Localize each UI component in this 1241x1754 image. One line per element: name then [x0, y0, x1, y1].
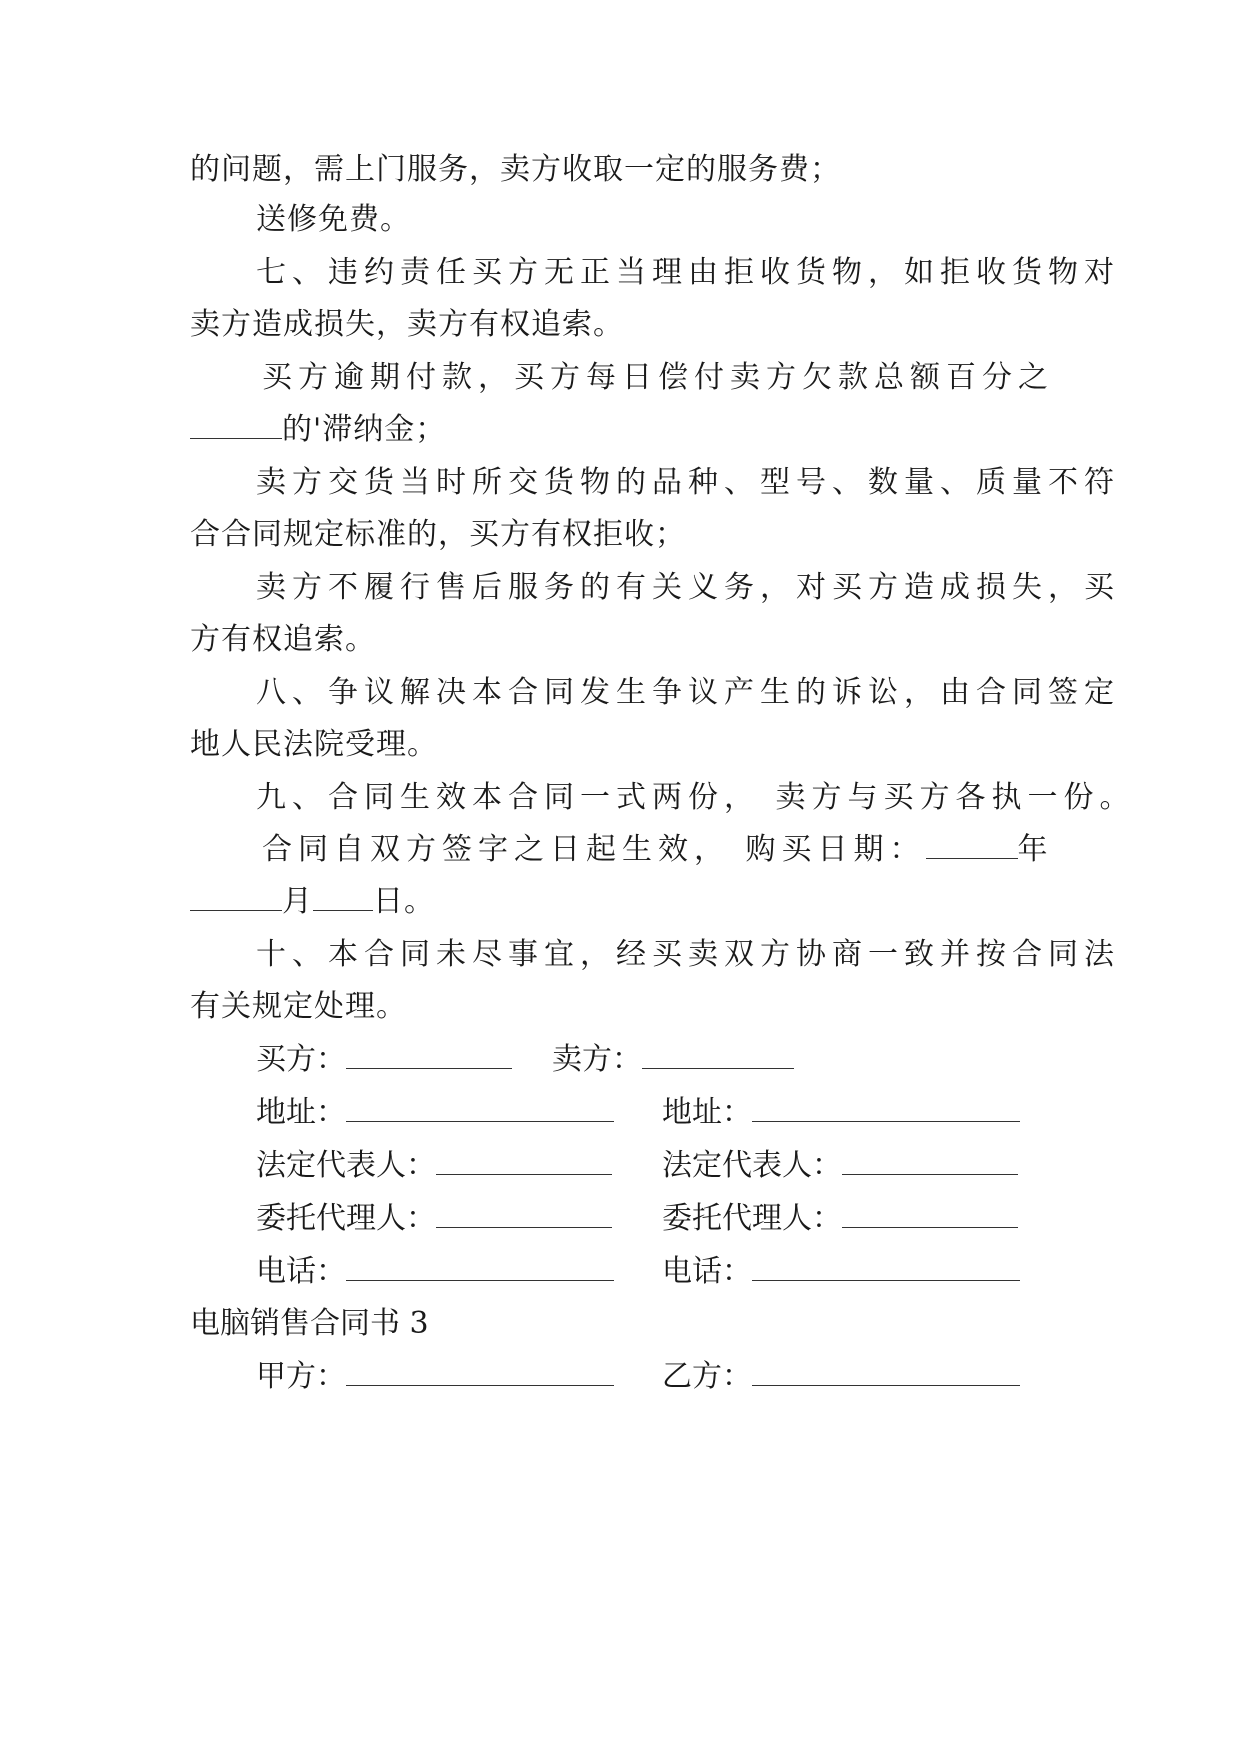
paragraph-line — [190, 882, 435, 922]
buyer-label: 买方： — [256, 1042, 346, 1077]
paragraph-line: 地人民法院受理。 — [190, 727, 438, 762]
phone-label: 电话： — [662, 1254, 752, 1289]
year-label: 年 — [1017, 832, 1054, 867]
paragraph-text: 的'滞纳金； — [282, 412, 447, 447]
seller-legal-rep-field — [662, 1146, 1018, 1186]
seller-agent-field — [662, 1199, 1018, 1239]
blank-underline — [346, 1097, 614, 1122]
blank-underline — [346, 1256, 614, 1281]
blank-underline — [842, 1150, 1018, 1175]
paragraph-line: 的问题，需上门服务，卖方收取一定的服务费； — [190, 152, 841, 187]
party-b-field — [662, 1357, 1020, 1397]
agent-label: 委托代理人： — [662, 1201, 842, 1236]
paragraph-line: 卖方不履行售后服务的有关义务，对买方造成损失，买 — [256, 570, 1120, 605]
section-title: 电脑销售合同书 3 — [190, 1306, 429, 1341]
paragraph-line: 有关规定处理。 — [190, 989, 407, 1024]
paragraph-line — [190, 410, 446, 450]
party-a-label: 甲方： — [256, 1359, 346, 1394]
blank-underline — [190, 414, 282, 439]
blank-underline — [436, 1150, 612, 1175]
seller-label: 卖方： — [552, 1042, 642, 1077]
legal-rep-label: 法定代表人： — [256, 1148, 436, 1183]
address-label: 地址： — [256, 1095, 346, 1130]
agent-label: 委托代理人： — [256, 1201, 436, 1236]
party-a-field — [256, 1357, 614, 1397]
blank-underline — [346, 1044, 512, 1069]
paragraph-line: 买方逾期付款，买方每日偿付卖方欠款总额百分之 — [262, 360, 1054, 395]
buyer-agent-field — [256, 1199, 612, 1239]
buyer-phone-field — [256, 1252, 614, 1292]
blank-underline — [752, 1256, 1020, 1281]
paragraph-line — [262, 830, 1054, 870]
seller-field — [552, 1040, 794, 1080]
blank-underline — [752, 1097, 1020, 1122]
blank-underline — [436, 1203, 612, 1228]
clause-9-heading: 九、合同生效本合同一式两份， 卖方与买方各执一份。 — [256, 780, 1136, 815]
phone-label: 电话： — [256, 1254, 346, 1289]
blank-underline — [752, 1361, 1020, 1386]
blank-underline — [313, 886, 373, 911]
clause-10-heading: 十、本合同未尽事宜，经买卖双方协商一致并按合同法 — [256, 937, 1120, 972]
day-label: 日。 — [373, 884, 435, 919]
paragraph-line: 卖方交货当时所交货物的品种、型号、数量、质量不符 — [256, 465, 1120, 500]
blank-underline — [642, 1044, 794, 1069]
clause-8-heading: 八、争议解决本合同发生争议产生的诉讼，由合同签定 — [256, 675, 1120, 710]
address-label: 地址： — [662, 1095, 752, 1130]
buyer-field — [256, 1040, 512, 1080]
legal-rep-label: 法定代表人： — [662, 1148, 842, 1183]
paragraph-line: 送修免费。 — [256, 202, 411, 237]
party-b-label: 乙方： — [662, 1359, 752, 1394]
blank-underline — [842, 1203, 1018, 1228]
month-label: 月 — [282, 884, 313, 919]
buyer-address-field — [256, 1093, 614, 1133]
seller-address-field — [662, 1093, 1020, 1133]
paragraph-line: 卖方造成损失，卖方有权追索。 — [190, 307, 624, 342]
paragraph-line: 合合同规定标准的，买方有权拒收； — [190, 517, 686, 552]
blank-underline — [346, 1361, 614, 1386]
blank-underline — [926, 834, 1018, 859]
clause-7-heading: 七、违约责任买方无正当理由拒收货物，如拒收货物对 — [256, 255, 1120, 290]
paragraph-line: 方有权追索。 — [190, 622, 376, 657]
seller-phone-field — [662, 1252, 1020, 1292]
blank-underline — [190, 886, 282, 911]
buyer-legal-rep-field — [256, 1146, 612, 1186]
paragraph-text: 合同自双方签字之日起生效， 购买日期： — [262, 832, 926, 867]
